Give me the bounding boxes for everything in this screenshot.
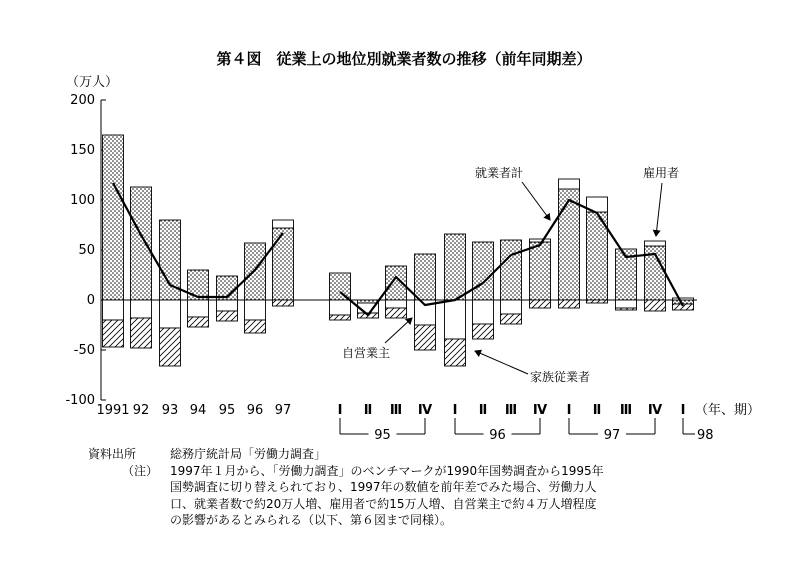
bar-family-workers bbox=[530, 300, 551, 308]
bar-employees bbox=[415, 254, 436, 300]
year-group-label: 96 bbox=[489, 428, 506, 443]
note-line: 国勢調査に切り替えられており、1997年の数値を前年差でみた場合、労働力人 bbox=[170, 480, 597, 494]
y-tick-label: 0 bbox=[86, 293, 95, 308]
bar-self-employed bbox=[445, 300, 466, 339]
bar-family-workers bbox=[616, 308, 637, 310]
x-tick-label: Ⅰ bbox=[452, 403, 458, 418]
bar-employees bbox=[103, 135, 124, 300]
bar-family-workers bbox=[103, 320, 124, 347]
callout-self-employed: 自営業主 bbox=[342, 346, 391, 360]
x-tick-label: Ⅳ bbox=[417, 403, 433, 418]
x-tick-label: Ⅰ bbox=[680, 403, 686, 418]
bar-self-employed bbox=[103, 300, 124, 320]
y-tick-label: 50 bbox=[78, 243, 95, 258]
year-groups bbox=[340, 418, 714, 443]
x-tick-label: 97 bbox=[274, 403, 292, 418]
x-tick-label: Ⅰ bbox=[566, 403, 572, 418]
x-tick-label: Ⅱ bbox=[478, 403, 488, 418]
bar-employees bbox=[530, 242, 551, 300]
y-tick-label: -100 bbox=[65, 393, 95, 408]
bar-self-employed bbox=[530, 239, 551, 242]
bar-employees bbox=[559, 189, 580, 300]
y-tick-label: 200 bbox=[70, 93, 95, 108]
notes bbox=[88, 446, 680, 529]
callout-total: 就業者計 bbox=[475, 166, 524, 180]
x-tick-label: 95 bbox=[218, 403, 236, 418]
chart-title: 第４図 従業上の地位別就業者数の推移（前年同期差） bbox=[216, 50, 592, 68]
callout-employees-arrow bbox=[656, 183, 662, 236]
note-row bbox=[88, 463, 680, 529]
x-tick-label: 94 bbox=[189, 403, 207, 418]
callout-family-workers: 家族従業者 bbox=[530, 370, 591, 384]
bar-family-workers bbox=[415, 325, 436, 350]
bar-family-workers bbox=[188, 317, 209, 327]
y-axis-label: （万人） bbox=[66, 75, 119, 90]
y-tick-label: 150 bbox=[70, 143, 95, 158]
bar-self-employed bbox=[273, 220, 294, 228]
bar-family-workers bbox=[645, 300, 666, 311]
bar-self-employed bbox=[245, 300, 266, 320]
bar-employees bbox=[330, 273, 351, 300]
bar-family-workers bbox=[501, 314, 522, 324]
bar-family-workers bbox=[386, 308, 407, 318]
y-tick-label: 100 bbox=[70, 193, 95, 208]
x-tick-label: Ⅱ bbox=[363, 403, 373, 418]
x-tick-label: 92 bbox=[132, 403, 150, 418]
source-text: 総務庁統計局「労働力調査」 bbox=[170, 447, 327, 461]
note-line: の影響があるとみられる（以下、第６図まで同様）。 bbox=[170, 513, 453, 527]
bar-family-workers bbox=[330, 315, 351, 320]
x-tick-label: Ⅲ bbox=[389, 403, 403, 418]
bar-employees bbox=[188, 270, 209, 300]
year-group-label: 98 bbox=[697, 428, 714, 443]
year-group-label: 95 bbox=[374, 428, 391, 443]
bar-self-employed bbox=[673, 298, 694, 300]
callout-self-employed-arrow bbox=[385, 318, 412, 343]
bar-family-workers bbox=[559, 300, 580, 308]
x-tick-label: Ⅱ bbox=[592, 403, 602, 418]
bar-family-workers bbox=[131, 318, 152, 348]
x-tick-label: Ⅳ bbox=[647, 403, 663, 418]
x-tick-label: 93 bbox=[161, 403, 179, 418]
note-label: （注） bbox=[122, 463, 159, 478]
x-tick-label: Ⅰ bbox=[337, 403, 343, 418]
x-tick-label: 96 bbox=[246, 403, 264, 418]
bar-family-workers bbox=[160, 328, 181, 366]
note-text bbox=[170, 463, 680, 529]
callout-family-workers-arrow bbox=[475, 351, 528, 374]
bar-employees bbox=[445, 234, 466, 300]
bar-self-employed bbox=[160, 300, 181, 328]
callout-total-arrow bbox=[522, 182, 550, 220]
y-tick-label: -50 bbox=[73, 343, 95, 358]
bar-self-employed bbox=[473, 300, 494, 324]
bar-self-employed bbox=[131, 300, 152, 318]
year-group-label: 97 bbox=[603, 428, 621, 443]
note-line: 1997年１月から、「労働力調査」のベンチマークが1990年国勢調査から1995年 bbox=[170, 463, 604, 478]
bar-employees bbox=[273, 228, 294, 300]
note-line: 口、就業者数で約20万人増、雇用者で約15万人増、自営業主で約４万人増程度 bbox=[170, 496, 597, 511]
bar-family-workers bbox=[245, 320, 266, 333]
bar-self-employed bbox=[645, 241, 666, 246]
bar-employees bbox=[501, 240, 522, 300]
bar-self-employed bbox=[188, 300, 209, 317]
bar-family-workers bbox=[217, 311, 238, 321]
bar-family-workers bbox=[587, 300, 608, 303]
x-tick-label: Ⅲ bbox=[619, 403, 633, 418]
bar-self-employed bbox=[616, 300, 637, 308]
bar-family-workers bbox=[273, 300, 294, 306]
bar-family-workers bbox=[445, 339, 466, 366]
bar-self-employed bbox=[386, 300, 407, 308]
callout-employees: 雇用者 bbox=[643, 166, 680, 180]
bar-employees bbox=[358, 300, 379, 303]
bar-self-employed bbox=[559, 179, 580, 189]
x-tick-label: Ⅲ bbox=[504, 403, 518, 418]
bar-family-workers bbox=[473, 324, 494, 339]
bar-employees bbox=[473, 242, 494, 300]
bar-employees bbox=[673, 300, 694, 304]
bar-self-employed bbox=[217, 300, 238, 311]
source-label: 資料出所 bbox=[88, 447, 137, 461]
bar-self-employed bbox=[501, 300, 522, 314]
x-unit-label: （年、期） bbox=[695, 403, 761, 418]
x-labels bbox=[96, 403, 685, 418]
bar-employees bbox=[131, 187, 152, 300]
x-tick-label: Ⅳ bbox=[532, 403, 548, 418]
bar-self-employed bbox=[330, 300, 351, 315]
x-tick-label: 1991 bbox=[96, 403, 130, 418]
source-row bbox=[88, 446, 680, 463]
